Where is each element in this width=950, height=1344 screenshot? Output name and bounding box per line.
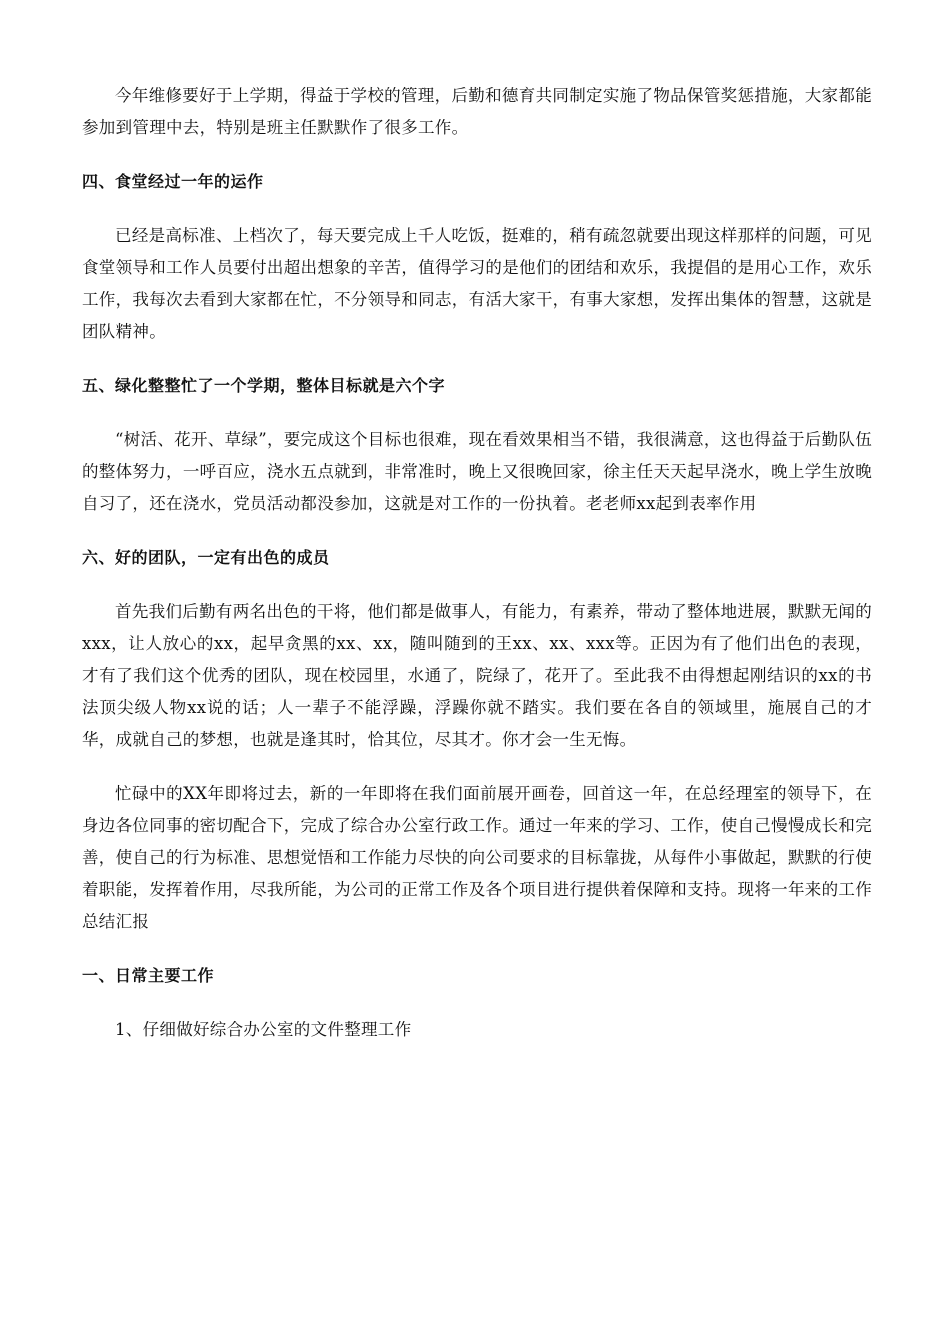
heading-team: 六、好的团队，一定有出色的成员 (82, 548, 330, 567)
paragraph-maintenance: 今年维修要好于上学期，得益于学校的管理，后勤和德育共同制定实施了物品保管奖惩措施，大家都能参加到管理中去，特别是班主任默默作了很多工作。 (82, 86, 872, 137)
heading-canteen: 四、食堂经过一年的运作 (82, 172, 264, 191)
paragraph-team: 首先我们后勤有两名出色的干将，他们都是做事人，有能力，有素养，带动了整体地进展，默默无闻的xxx，让人放心的xx，起早贪黑的xx、xx，随叫随到的王xx、xx、xxx等。正因为有了他们出色的表现，才有了我们这个优秀的团队，现在校园里，水通了，院绿了，花开了。至此我不由得想起刚结识的xx的书法顶尖级人物xx说的话；人一辈子不能浮躁，浮躁你就不踏实。我们要在各自的领域里，施展自己的才华，成就自己的梦想，也就是逢其时，恰其位，尽其才。你才会一生无悔。 (82, 602, 872, 749)
document-page (82, 80, 872, 1046)
paragraph-canteen: 已经是高标准、上档次了，每天要完成上千人吃饭，挺难的，稍有疏忽就要出现这样那样的问题，可见食堂领导和工作人员要付出超出想象的辛苦，值得学习的是他们的团结和欢乐，我提倡的是用心工作，欢乐工作，我每次去看到大家都在忙，不分领导和同志，有活大家干，有事大家想，发挥出集体的智慧，这就是团队精神。 (82, 226, 872, 341)
heading-greening: 五、绿化整整忙了一个学期，整体目标就是六个字 (82, 376, 446, 395)
paragraph-summary-intro: 忙碌中的XX年即将过去，新的一年即将在我们面前展开画卷，回首这一年，在总经理室的领导下，在身边各位同事的密切配合下，完成了综合办公室行政工作。通过一年来的学习、工作，使自己慢慢成长和完善，使自己的行为标准、思想觉悟和工作能力尽快的向公司要求的目标靠拢，从每件小事做起，默默的行使着职能，发挥着作用，尽我所能，为公司的正常工作及各个项目进行提供着保障和支持。现将一年来的工作总结汇报 (82, 784, 872, 931)
paragraph-file-organizing: 1、仔细做好综合办公室的文件整理工作 (115, 1020, 412, 1039)
heading-daily-work: 一、日常主要工作 (82, 966, 215, 985)
paragraph-greening: “树活、花开、草绿”，要完成这个目标也很难，现在看效果相当不错，我很满意，这也得益于后勤队伍的整体努力，一呼百应，浇水五点就到，非常准时，晚上又很晚回家，徐主任天天起早浇水，晚上学生放晚自习了，还在浇水，党员活动都没参加，这就是对工作的一份执着。老老师xx起到表率作用 (82, 430, 872, 513)
